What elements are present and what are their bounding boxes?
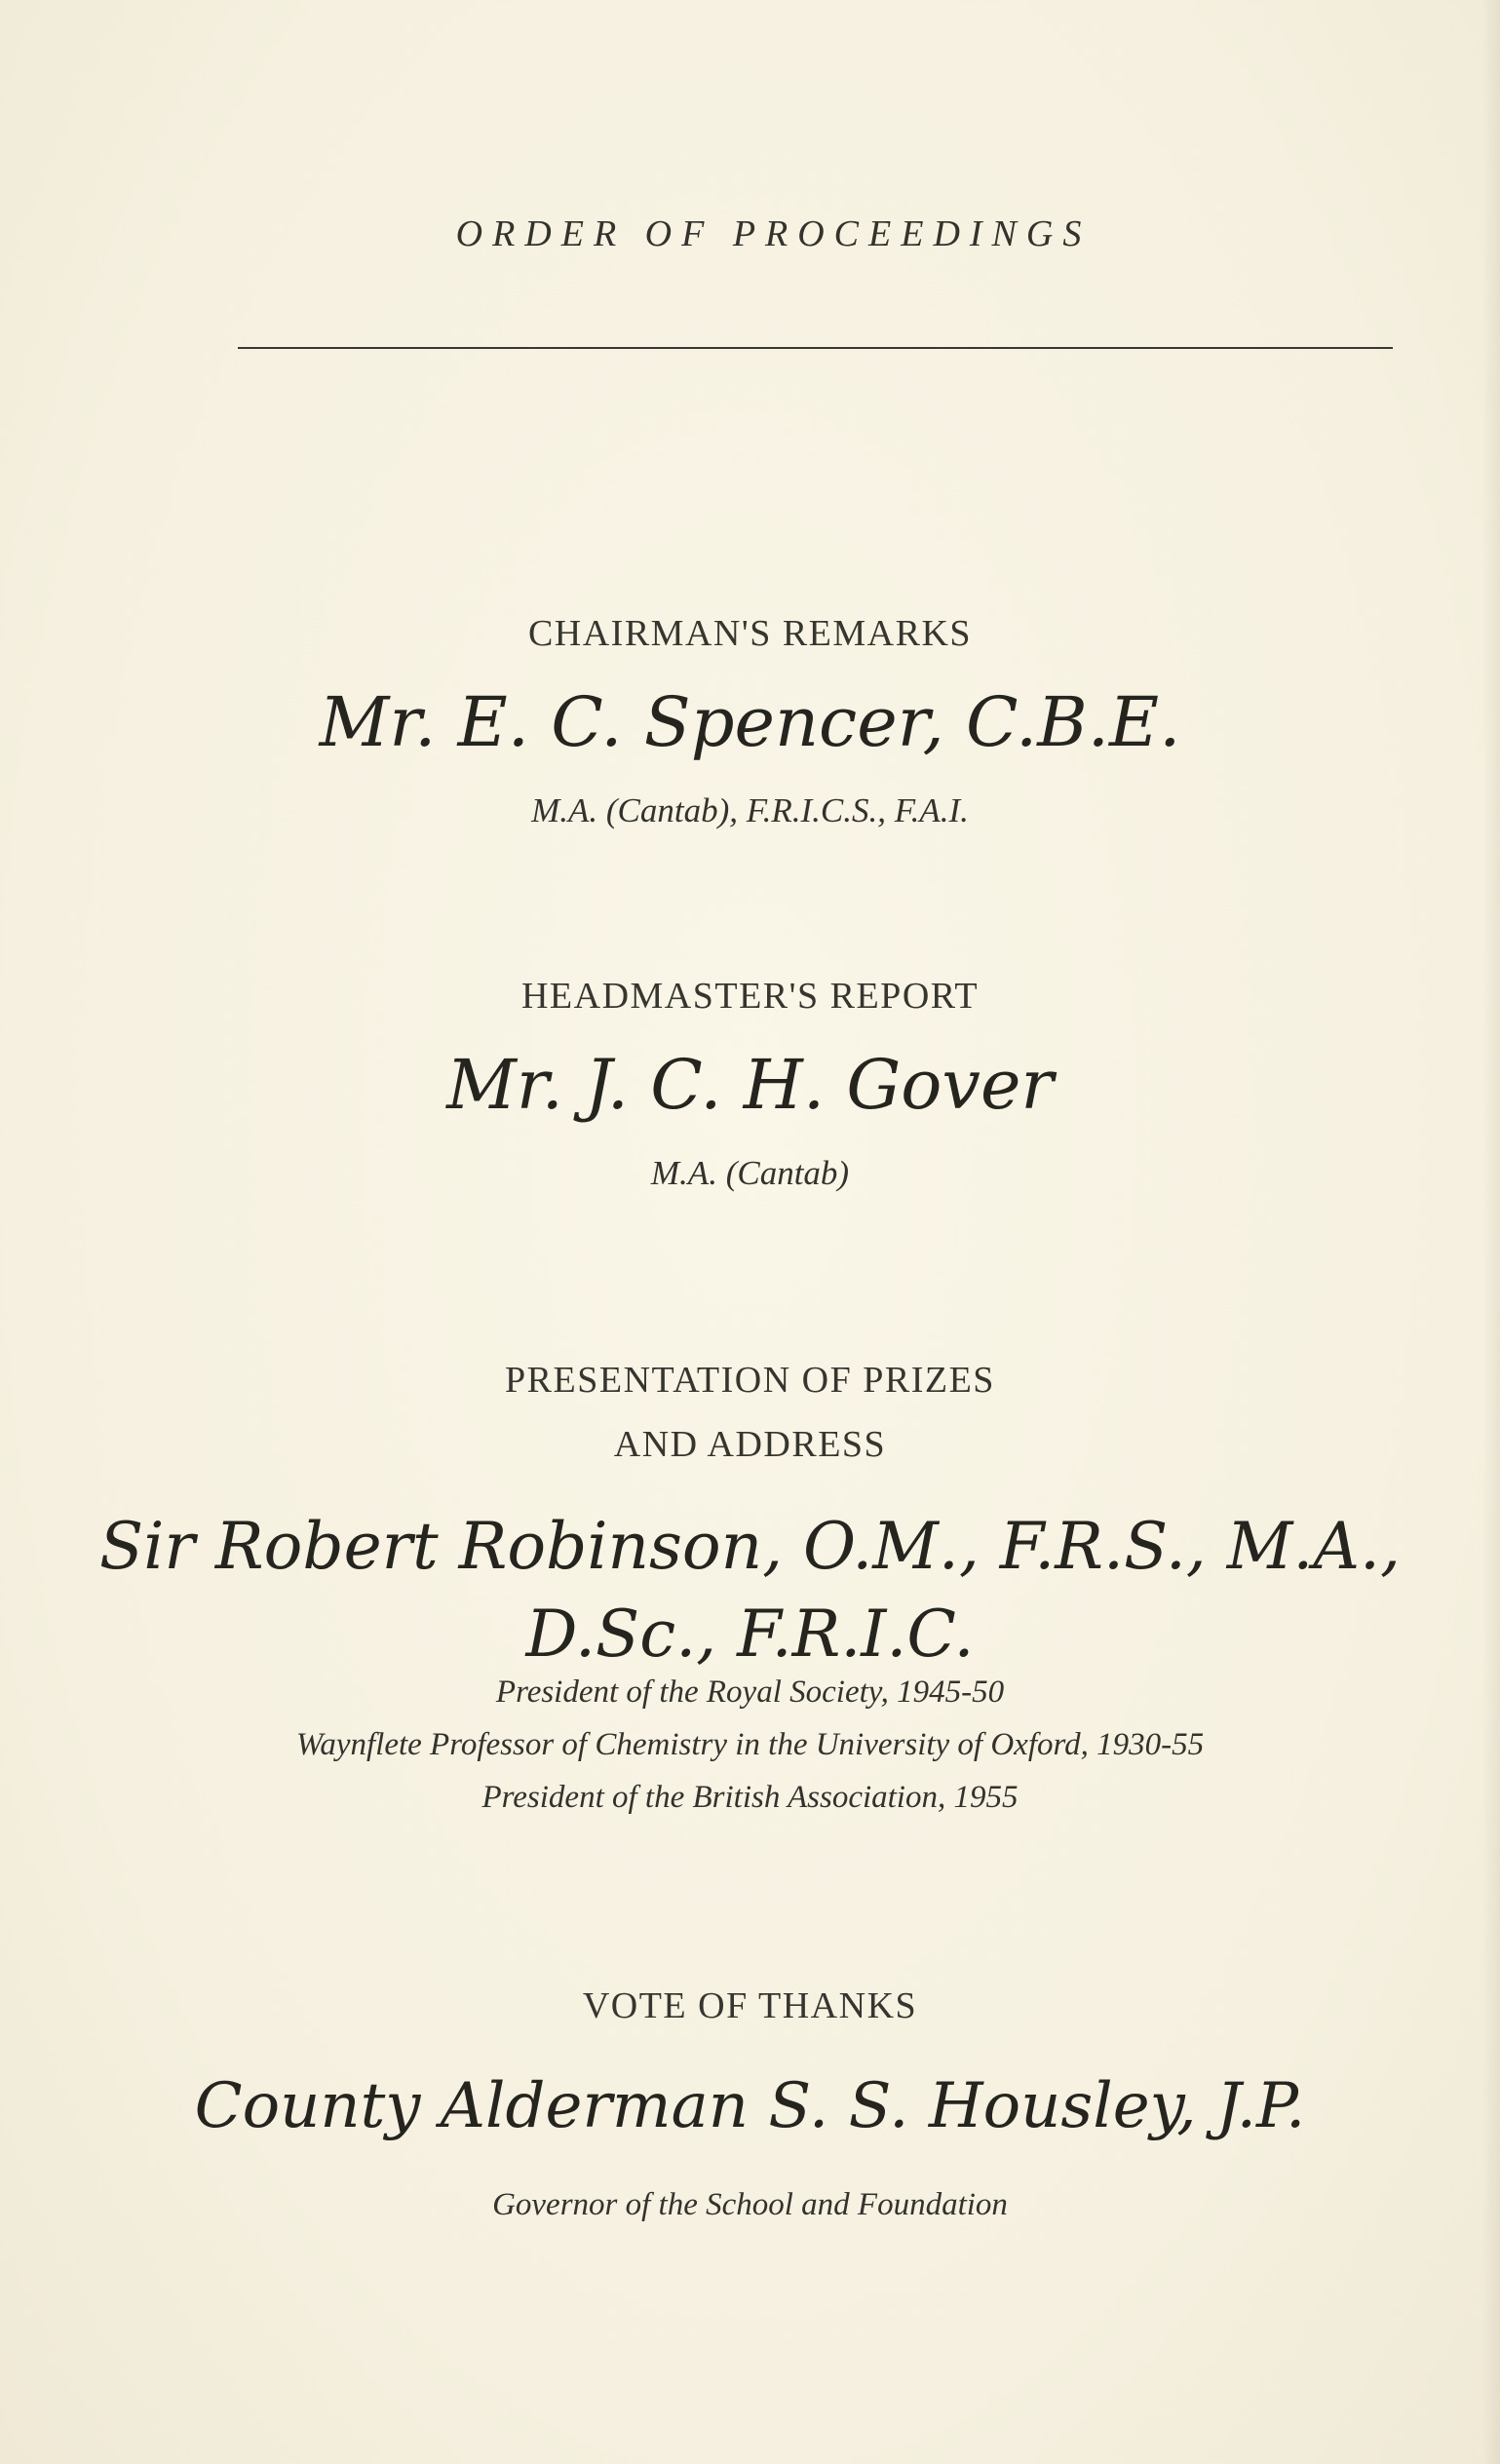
headmasters-report-heading: HEADMASTER'S REPORT — [520, 976, 980, 1017]
headmaster-qualifications: M.A. (Cantab) — [650, 1154, 850, 1192]
presentation-heading-line-2: AND ADDRESS — [613, 1424, 887, 1465]
guest-speaker-detail-3: President of the British Association, 1955 — [481, 1780, 1019, 1815]
page-title: ORDER OF PROCEEDINGS — [455, 213, 1092, 254]
guest-speaker-detail-2: Waynflete Professor of Chemistry in the University of Oxford, 1930-55 — [295, 1727, 1205, 1762]
vote-of-thanks-name: County Alderman S. S. Housley, J.P. — [194, 2070, 1306, 2142]
vote-of-thanks-heading: VOTE OF THANKS — [582, 1985, 918, 2026]
headmaster-name: Mr. J. C. H. Gover — [446, 1045, 1054, 1125]
presentation-heading-line-1: PRESENTATION OF PRIZES — [505, 1360, 995, 1401]
vote-of-thanks-detail: Governor of the School and Foundation — [492, 2187, 1008, 2222]
guest-speaker-name: Sir Robert Robinson, O.M., F.R.S., M.A., — [99, 1509, 1401, 1584]
guest-speaker-detail-1: President of the Royal Society, 1945-50 — [495, 1675, 1005, 1710]
title-rule — [238, 347, 1393, 349]
chairman-name: Mr. E. C. Spencer, C.B.E. — [319, 682, 1181, 762]
guest-speaker-degrees: D.Sc., F.R.I.C. — [525, 1597, 975, 1672]
chairmans-remarks-heading: CHAIRMAN'S REMARKS — [527, 613, 973, 654]
chairman-qualifications: M.A. (Cantab), F.R.I.C.S., F.A.I. — [531, 791, 969, 829]
